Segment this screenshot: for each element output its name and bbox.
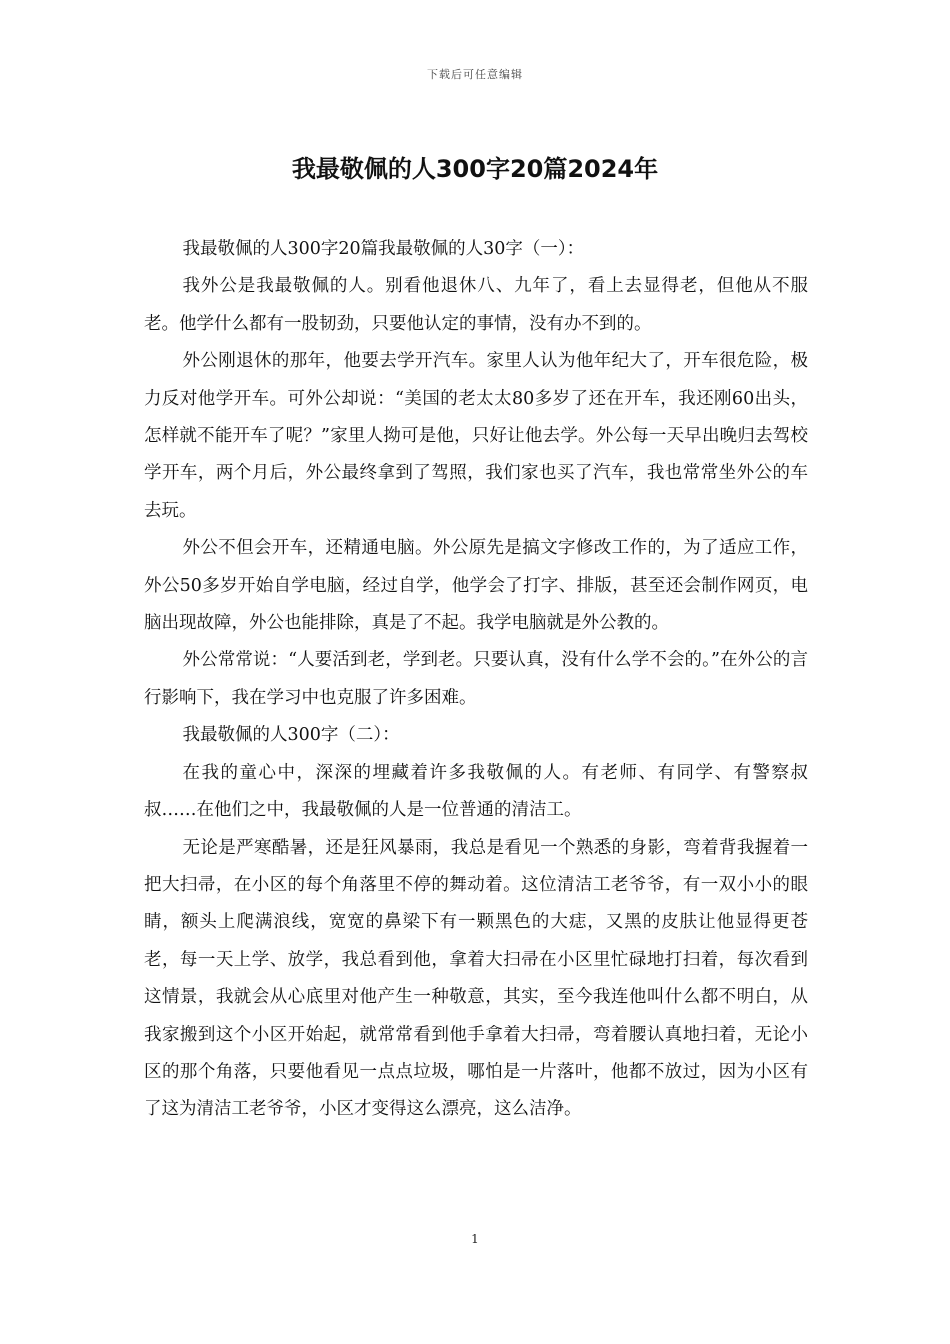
document-title: 我最敬佩的人300字20篇2024年 (291, 155, 659, 183)
page-number: 1 (471, 1232, 479, 1246)
page-header-note: 下载后可任意编辑 (427, 68, 523, 81)
document-body (144, 231, 808, 1129)
paragraph: 外公刚退休的那年，他要去学开汽车。家里人认为他年纪大了，开车很危险，极力反对他学开车。可外公却说：“美国的老太太80多岁了还在开车，我还刚60出头，怎样就不能开车了呢？”家里人拗可是他，只好让他去学。外公每一天早出晚归去驾校学开车，两个月后，外公最终拿到了驾照，我们家也买了汽车，我也常常坐外公的车去玩。 (144, 351, 808, 521)
paragraph: 在我的童心中，深深的埋藏着许多我敬佩的人。有老师、有同学、有警察叔叔……在他们之中，我最敬佩的人是一位普通的清洁工。 (144, 762, 808, 821)
paragraph: 我外公是我最敬佩的人。别看他退休八、九年了，看上去显得老，但他从不服老。他学什么都有一股韧劲，只要他认定的事情，没有办不到的。 (144, 276, 808, 334)
paragraph: 外公不但会开车，还精通电脑。外公原先是搞文字修改工作的，为了适应工作，外公50多岁开始自学电脑，经过自学，他学会了打字、排版，甚至还会制作网页，电脑出现故障，外公也能排除，真是了不起。我学电脑就是外公教的。 (144, 538, 808, 634)
section-heading-2: 我最敬佩的人300字（二）： (182, 725, 400, 746)
paragraph: 无论是严寒酷暑，还是狂风暴雨，我总是看见一个熟悉的身影，弯着背我握着一把大扫帚，在小区的每个角落里不停的舞动着。这位清洁工老爷爷，有一双小小的眼睛，额头上爬满浪线，宽宽的鼻梁下有一颗黑色的大痣，又黑的皮肤让他显得更苍老，每一天上学、放学，我总看到他，拿着大扫帚在小区里忙碌地打扫着，每次看到这情景，我就会从心底里对他产生一种敬意，其实，至今我连他叫什么都不明白，从我家搬到这个小区开始起，就常常看到他手拿着大扫帚，弯着腰认真地扫着，无论小区的那个角落，只要他看见一点点垃圾，哪怕是一片落叶，他都不放过，因为小区有了这为清洁工老爷爷，小区才变得这么漂亮，这么洁净。 (144, 837, 808, 1120)
paragraph: 外公常常说：“人要活到老，学到老。只要认真，没有什么学不会的。”在外公的言行影响下，我在学习中也克服了许多困难。 (144, 650, 808, 708)
paragraph-intro-1: 我最敬佩的人300字20篇我最敬佩的人30字（一）： (182, 239, 585, 259)
